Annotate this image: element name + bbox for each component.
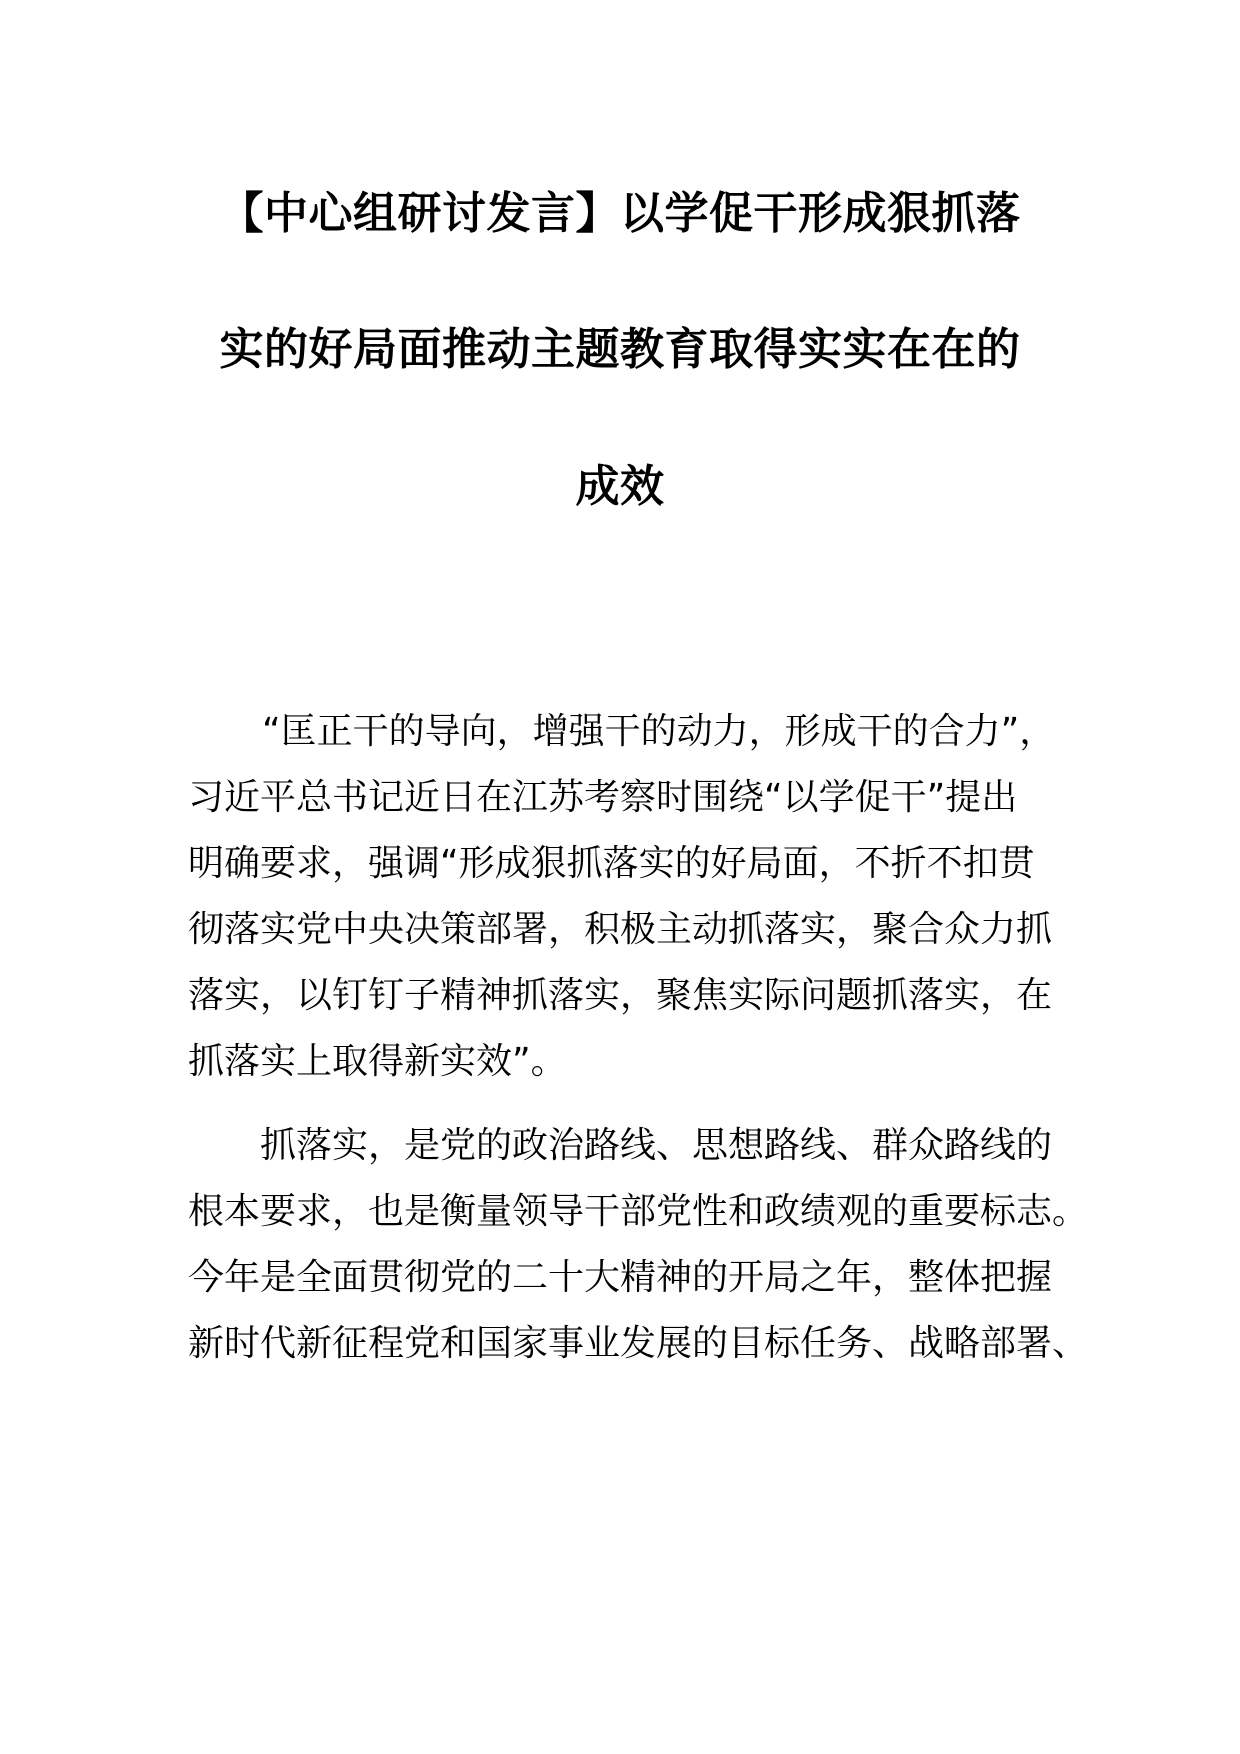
- paragraph-1-line-4: 彻落实党中央决策部署，积极主动抓落实，聚合众力抓: [188, 909, 1053, 950]
- paragraph-2-line-2: 根本要求，也是衡量领导干部党性和政绩观的重要标志。: [188, 1191, 1089, 1232]
- paragraph-1-line-2: 习近平总书记近日在江苏考察时围绕“以学促干”提出: [188, 777, 1018, 818]
- paragraph-1-line-3: 明确要求，强调“形成狠抓落实的好局面，不折不扣贯: [188, 843, 1035, 884]
- document-title-line-1: 【中心组研讨发言】以学促干形成狠抓落: [219, 188, 1021, 239]
- document-title-line-3: 成效: [575, 461, 665, 512]
- paragraph-2-line-3: 今年是全面贯彻党的二十大精神的开局之年，整体把握: [188, 1257, 1053, 1298]
- paragraph-2-line-1: 抓落实，是党的政治路线、思想路线、群众路线的: [260, 1125, 1053, 1166]
- document-title-line-2: 实的好局面推动主题教育取得实实在在的: [219, 324, 1021, 375]
- paragraph-1-line-5: 落实，以钉钉子精神抓落实，聚焦实际问题抓落实，在: [188, 975, 1053, 1016]
- paragraph-2-line-4: 新时代新征程党和国家事业发展的目标任务、战略部署、: [188, 1323, 1089, 1364]
- paragraph-1-line-1: “匡正干的导向，增强干的动力，形成干的合力”，: [262, 711, 1056, 752]
- paragraph-1-line-6: 抓落实上取得新实效”。: [188, 1041, 567, 1082]
